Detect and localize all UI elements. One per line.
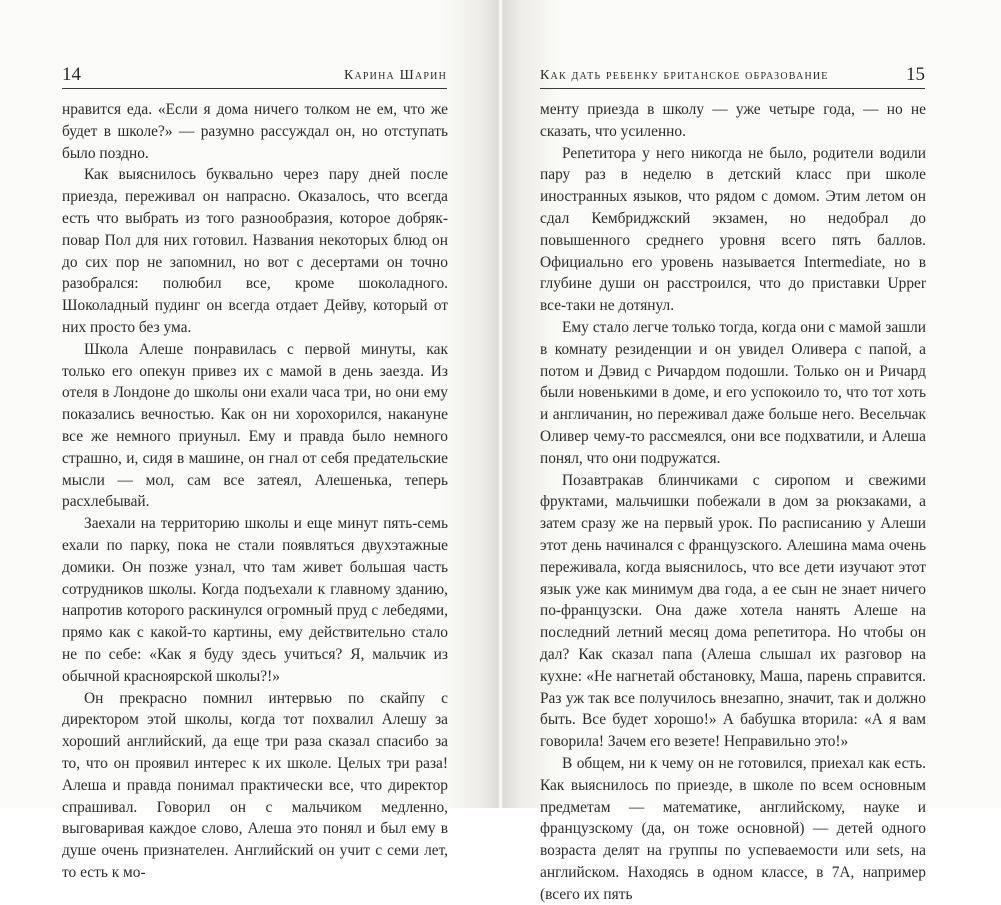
paragraph: Он прекрасно помнил интервью по скайпу с директором этой школы, когда тот похвалил Алешу за хороший английский, да еще три раза сказал спасибо за то, что он проявил интерес к их школе. Целых три раза! Алеша и правда понимал практически все, что директор спрашивал. Говорил он с мальчиком медленно, выговаривая каждое слово, Алеша это понял и был ему в душе очень признателен. Английский он учит с семи лет, то есть к мо- bbox=[62, 689, 448, 881]
right-running-head: Как дать ребенку британское образование bbox=[540, 68, 829, 83]
paragraph: Заехали на территорию школы и еще минут пять-семь ехали по парку, пока не стали появляться двухэтажные домики. Он позже узнал, что там живет большая часть сотрудников школы. Когда подъехали к главному зданию, напротив которого раскинулся огромный пруд с лебедями, прямо как с какой-то картины, ему действительно стало не по себе: «Как я буду здесь учиться? Я, мальчик из обычной красноярской школы?!» bbox=[62, 515, 448, 685]
right-page bbox=[503, 0, 1001, 903]
paragraph: Позавтракав блинчиками с сиропом и свежими фруктами, мальчишки побежали в дом за рюкзаками, а затем сразу же на первый урок. По расписанию у Алеши этот день начинался с французского. Алешина мама очень переживала, когда выяснилось, что все дети изучают этот язык уже как минимум два года, а ее сын не знает ничего по-французски. Она даже хотела нанять Алеше на последний летний месяц дома репетитора. Но чтобы он дал? Как сказал папа (Алеша слышал их разговор на кухне: «Не нагнетай обстановку, Маша, парень справится. Раз уж так все получилось внезапно, значит, так и должно быть. Все будет хорошо!» А бабушка вторила: «А я вам говорила! Зачем его везете! Неправильно это!» bbox=[540, 471, 926, 751]
paragraph: менту приезда в школу — уже четыре года, — но не сказать, что усиленно. bbox=[540, 101, 926, 140]
left-page-number: 14 bbox=[62, 64, 81, 85]
paragraph: В общем, ни к чему он не готовился, приехал как есть. Как выяснилось по приезде, в школе по всем основным предметам — математике, английскому, науке и французскому (да, он тоже основной) — детей одного возраста делят на группы по успеваемости или sets, на английском. Находясь в одном классе, в 7А, например (всего их пять bbox=[540, 754, 926, 903]
paragraph: нравится еда. «Если я дома ничего толком не ем, что же будет в школе?» — разумно рассуждал он, но отступать было поздно. bbox=[62, 101, 448, 162]
left-page-text bbox=[62, 99, 448, 884]
right-page-header bbox=[540, 64, 925, 89]
right-page-number: 15 bbox=[906, 64, 925, 85]
paragraph: Школа Алеше понравилась с первой минуты, как только его опекун привез их с мамой в день заезда. Из отеля в Лондоне до школы они ехали часа три, но они ему показались вечностью. Как он ни хорохорился, накануне все же немного приуныл. Ему и правда было немного страшно, и, сидя в машине, он гнал от себя предательские мысли — мол, сам все затеял, Алешенька, теперь расхлебывай. bbox=[62, 340, 448, 511]
paragraph: Как выяснилось буквально через пару дней после приезда, переживал он напрасно. Оказалось, что всегда есть что выбрать из того разнообразия, которое добряк-повар Пол для них готовил. Названия некоторых блюд он до сих пор не запомнил, но вот с десертами он точно разобрался: полюбил все, кроме шоколадного. Шоколадный пудинг он всегда отдает Дейву, который от них просто без ума. bbox=[62, 166, 448, 336]
right-page-text bbox=[540, 99, 926, 905]
left-running-head: Карина Шарин bbox=[343, 68, 447, 83]
paragraph: Ему стало легче только тогда, когда они с мамой зашли в комнату резиденции и он увидел Оливера с папой, а потом и Дэвид с Ричардом подошли. Только он и Ричард были новенькими в доме, и его успокоило то, что тот хоть и англичанин, но переживал даже больше него. Весельчак Оливер чему-то рассмеялся, они все подхватили, и Алеша понял, что они подружатся. bbox=[540, 318, 926, 467]
left-page-header bbox=[62, 64, 447, 89]
left-page bbox=[0, 0, 498, 881]
paragraph: Репетитора у него никогда не было, родители водили пару раз в неделю в детский класс при школе иностранных языков, что рядом с домом. Этим летом он сдал Кембриджский экзамен, но недобрал до повышенного среднего уровня всего пять баллов. Официально его уровень называется Intermediate, но в глубине души он расстроился, что до приставки Upper все-таки не дотянул. bbox=[540, 144, 926, 315]
